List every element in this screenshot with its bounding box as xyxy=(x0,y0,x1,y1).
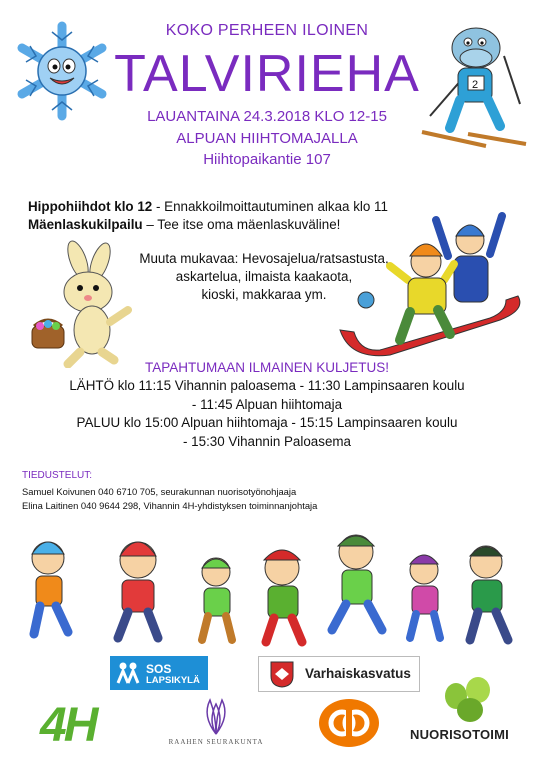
op-logo xyxy=(318,698,380,748)
4h-logo: 4H xyxy=(40,699,96,752)
event-address: Hiihtopaikantie 107 xyxy=(203,151,331,168)
snowflake-illustration xyxy=(8,18,116,124)
schedule-line: PALUU klo 15:00 Alpuan hiihtomaja - 15:15 Lampinsaaren koulu xyxy=(76,415,458,430)
sos-figures-icon xyxy=(116,661,140,685)
contact-line: Samuel Koivunen 040 6710 705, seurakunnan nuorisotyönohjaaja xyxy=(22,486,297,497)
svg-text:2: 2 xyxy=(472,79,479,91)
activities-line: askartelua, ilmaista kaakaota, xyxy=(175,269,353,284)
kid-figure xyxy=(332,535,382,630)
kid-figure xyxy=(470,546,508,640)
event-name: Mäenlaskukilpailu xyxy=(28,217,143,232)
transport-title: TAPAHTUMAAN ILMAINEN KULJETUS! xyxy=(144,360,390,375)
sos-logo-subtext: LAPSIKYLÄ xyxy=(146,675,200,686)
kid-figure xyxy=(410,555,440,638)
kids-row-illustration xyxy=(20,530,520,648)
schedule-line: LÄHTÖ klo 11:15 Vihannin paloasema - 11:30 Lampinsaaren koulu xyxy=(69,378,465,393)
event-supertitle: KOKO PERHEEN ILOINEN xyxy=(165,22,369,39)
kid-figure xyxy=(202,558,232,640)
sos-lapsikyla-logo xyxy=(110,656,208,690)
event-desc: - Ennakkoilmoittautuminen alkaa klo 11 xyxy=(152,199,388,214)
seurakunta-emblem-icon xyxy=(196,696,236,736)
event-name: Hippohiihdot klo 12 xyxy=(28,199,153,214)
event-title: TALVIRIEHA xyxy=(114,45,420,103)
varhaiskasvatus-text: Varhaiskasvatus xyxy=(305,666,411,681)
transport-schedule xyxy=(0,377,534,451)
activities-line: kioski, makkaraa ym. xyxy=(201,287,327,302)
seurakunta-logo-text: RAAHEN SEURAKUNTA xyxy=(168,738,264,746)
nuorisotoimi-emblem-icon xyxy=(440,676,498,724)
event-date: LAUANTAINA 24.3.2018 KLO 12-15 xyxy=(147,108,387,125)
sledding-kids-illustration xyxy=(330,200,530,370)
schedule-line: - 11:45 Alpuan hiihtomaja xyxy=(191,396,343,412)
hippo-skier-illustration xyxy=(416,16,528,154)
event-venue: ALPUAN HIIHTOMAJALLA xyxy=(176,130,358,147)
varhaiskasvatus-logo xyxy=(258,656,420,692)
kid-figure xyxy=(32,542,68,634)
kid-figure xyxy=(264,550,302,642)
bunny-illustration xyxy=(18,240,134,368)
kid-figure xyxy=(118,542,158,638)
schedule-line: - 15:30 Vihannin Paloasema xyxy=(183,433,351,449)
inquiries-title: TIEDUSTELUT: xyxy=(22,470,93,481)
sos-logo-text: SOS xyxy=(146,662,172,676)
event-desc: – Tee itse oma mäenlaskuväline! xyxy=(142,217,341,232)
coat-of-arms-icon xyxy=(265,660,299,688)
nuorisotoimi-logo-text: NUORISOTOIMI xyxy=(410,727,509,742)
activities-line: Muuta mukavaa: Hevosajelua/ratsastusta, xyxy=(139,251,389,266)
contact-line: Elina Laitinen 040 9644 298, Vihannin 4H-yhdistyksen toiminnanjohtaja xyxy=(22,500,318,511)
